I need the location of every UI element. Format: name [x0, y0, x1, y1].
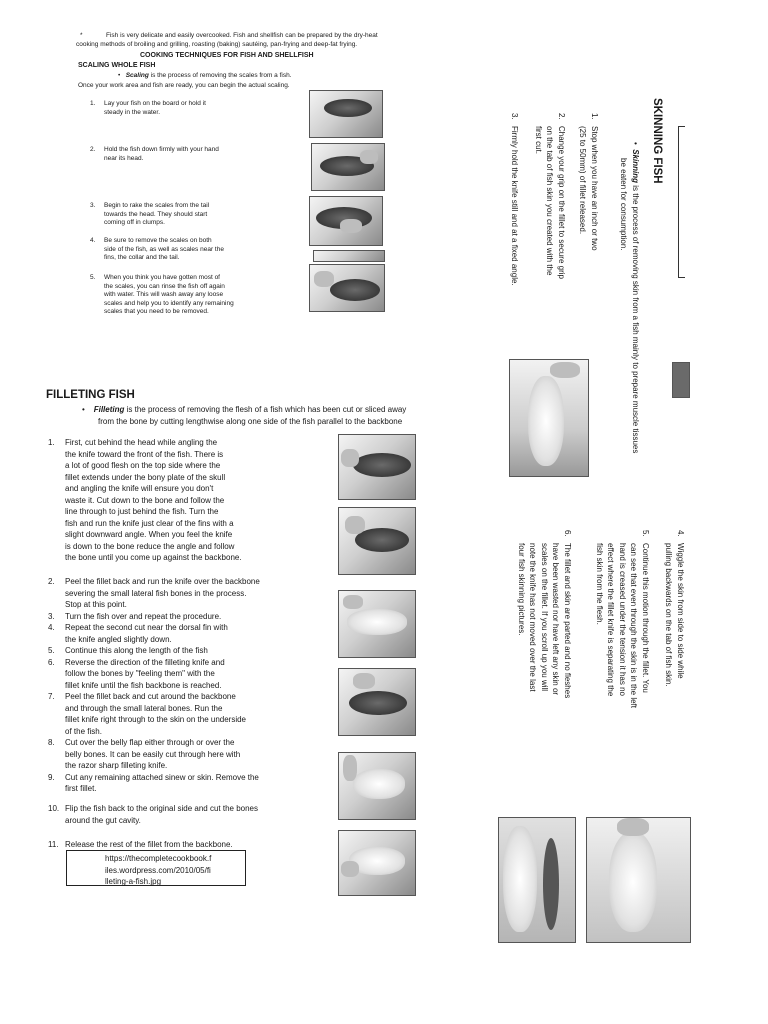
scaling-photo-4: [313, 250, 385, 262]
scaling-photo-3: [309, 196, 383, 246]
skinning-bullet: •: [631, 142, 640, 145]
step-line: Release the rest of the fillet from the backbone.: [65, 840, 233, 849]
skinning-photo-2: [672, 362, 690, 398]
step-number: 9.: [48, 772, 55, 782]
step-line: on the tab of fish skin you created with the: [545, 126, 555, 276]
step-line: pulling backwards on the tab of fish skin.: [664, 543, 674, 687]
scaling-definition: [118, 72, 292, 81]
step-line: and angling the knife will ensure you don't: [65, 484, 214, 493]
source-url-line: https://thecompletecookbook.f: [105, 854, 212, 863]
step-line: the scales, you can rinse the fish off again: [104, 282, 225, 290]
step-line: fins, the collar and the tail.: [104, 254, 180, 261]
filleting-heading: FILLETING FISH: [46, 389, 135, 401]
step-number: 3.: [90, 202, 96, 209]
filleting-definition-line-1: is the process of removing the flesh of a fish which has been cut or sliced away: [124, 405, 407, 414]
step-line: Reverse the direction of the filleting knife and: [65, 657, 225, 667]
step-line: fish and run the knife just clear of the fins with a: [65, 518, 234, 528]
step-line: Cut over the belly flap either through or over the: [65, 738, 235, 747]
step-line: Cut any remaining attached sinew or skin. Remove the: [65, 772, 259, 782]
scaling-step-4: [90, 237, 300, 263]
step-line: hand is creased under the tension it has no: [618, 543, 627, 696]
step-line: Turn the fish over and repeat the procedure.: [65, 611, 222, 621]
step-line: Lay your fish on the board or hold it: [104, 100, 206, 107]
step-line: is down to the bone reduce the angle and follow: [65, 541, 235, 551]
cooking-techniques-heading: COOKING TECHNIQUES FOR FISH AND SHELLFISH: [140, 52, 314, 59]
step-line: slight downward angle. When you feel the knife: [65, 530, 233, 539]
step-line: steady in the water.: [104, 108, 161, 116]
step-number: 10.: [48, 804, 60, 813]
step-number: 4.: [90, 237, 96, 244]
skinning-definition: [618, 142, 641, 453]
step-number: 1.: [590, 113, 599, 120]
step-line: the knife angled slightly down.: [65, 634, 172, 644]
scaling-heading: SCALING WHOLE FISH: [78, 62, 156, 69]
step-line: side of the fish, as well as scales near the: [104, 245, 224, 253]
note-line-2: cooking methods of broiling and grilling, roasting (baking) sautéing, pan-frying and deep-fat frying.: [76, 40, 358, 48]
step-line: fish skin from the flesh.: [595, 543, 604, 625]
step-line: scales on the fillet. If you scroll up you will: [540, 543, 549, 692]
skinning-photo-4: [586, 817, 691, 943]
filleting-step-1: [48, 437, 298, 564]
scaling-step-3: [90, 202, 290, 228]
scaling-step-2: [90, 146, 290, 163]
skinning-step-2: [533, 113, 568, 279]
scaling-photo-1: [309, 90, 383, 138]
filleting-step-5: [48, 645, 308, 657]
filleting-bullet: •: [82, 405, 85, 414]
step-line: the knife toward the front of the fish. There is: [65, 449, 224, 459]
step-line: fillet knife until the fish backbone is reached.: [65, 680, 222, 690]
step-line: Repeat the second cut near the dorsal fin with: [65, 623, 228, 632]
step-line: have been wasted nor have left any skin or: [551, 543, 561, 696]
filleting-photo-2: [338, 507, 416, 575]
step-line: Wiggle the skin from side to side while: [676, 543, 685, 679]
step-number: 3.: [48, 611, 55, 621]
filleting-steps-2-9: [48, 576, 308, 795]
step-line: and through the small lateral bones. Run the: [65, 703, 223, 713]
filleting-definition-line-2: from the bone by cutting lengthwise along one side of the fish parallel to the backbone: [98, 416, 403, 426]
step-number: 3.: [510, 113, 519, 120]
filleting-term: Filleting: [93, 405, 125, 414]
step-line: Continue this motion through the fillet. You: [641, 543, 650, 693]
step-line: Peel the fillet back and run the knife over the backbone: [65, 577, 260, 586]
skinning-bracket: [678, 126, 685, 278]
step-line: Hold the fish down firmly with your hand: [104, 146, 219, 153]
skinning-step-4: [663, 530, 686, 687]
skinning-photo-1: [509, 359, 589, 477]
step-number: 11.: [48, 840, 59, 849]
step-line: follow the bones by "feeling them" with the: [65, 669, 215, 678]
scaling-definition-text: is the process of removing the scales from a fish.: [148, 72, 292, 79]
step-line: note the knife has not moved over the last: [528, 543, 538, 692]
scaling-photo-5: [309, 264, 385, 312]
skinning-photo-3: [498, 817, 576, 943]
step-line: waste it. Cut down to the bone and follow the: [65, 495, 225, 505]
step-line: Be sure to remove the scales on both: [104, 237, 212, 244]
step-line: fillet extends under the bony plate of the skull: [65, 472, 226, 482]
step-line: coming off in clumps.: [104, 219, 165, 226]
note-line-1: Fish is very delicate and easily overcooked. Fish and shellfish can be prepared by the dry-heat: [106, 32, 378, 39]
skinning-definition-line-1: is the process of removing skin from a fish mainly to prepare muscle tissues: [631, 183, 640, 454]
step-line: the razor sharp filleting knife.: [65, 761, 168, 770]
filleting-photo-1: [338, 434, 416, 500]
scaling-photo-2: [311, 143, 385, 191]
filleting-step-4: [48, 622, 308, 645]
step-line: Firmly hold the knife still and at a fixed angle.: [510, 126, 519, 286]
step-line: a lot of good flesh on the top side where the: [65, 461, 221, 470]
step-line: line through to just behind the fish. Turn the: [65, 507, 219, 516]
skinning-step-5: [594, 530, 652, 708]
skinning-step-6: [516, 530, 574, 698]
filleting-photo-5: [338, 752, 416, 820]
step-number: 4.: [676, 530, 685, 537]
step-number: 7.: [48, 692, 55, 701]
step-line: near its head.: [104, 154, 144, 162]
filleting-step-6: [48, 657, 308, 692]
step-line: the bone until you come up against the backbone.: [65, 553, 242, 562]
step-line: of the fish.: [65, 726, 102, 736]
note-bullet: *: [80, 32, 83, 39]
filleting-step-9: [48, 772, 308, 795]
source-url-line: iles.wordpress.com/2010/05/fi: [105, 865, 211, 875]
step-number: 2.: [48, 577, 55, 586]
step-line: with water. This will wash away any loose: [104, 291, 224, 298]
step-line: First, cut behind the head while angling the: [65, 438, 218, 447]
step-line: first fillet.: [65, 784, 97, 793]
filleting-definition: [82, 404, 462, 427]
filleting-photo-4: [338, 668, 416, 736]
step-number: 1.: [48, 438, 55, 447]
step-line: Peel the fillet back and cut around the backbone: [65, 692, 236, 701]
step-number: 5.: [641, 530, 650, 537]
source-url-line: lleting-a-fish.jpg: [105, 877, 162, 886]
step-line: fillet knife right through to the skin on the underside: [65, 715, 246, 724]
step-line: belly bones. It can be easily cut through here with: [65, 749, 241, 759]
top-note: [76, 32, 480, 49]
step-number: 8.: [48, 738, 55, 747]
step-number: 6.: [563, 530, 572, 537]
skinning-step-3: [509, 113, 521, 286]
scaling-step-5: [90, 274, 300, 317]
step-line: first cut.: [534, 126, 543, 155]
step-line: scales and help you to identify any remaining: [104, 299, 234, 307]
step-number: 6.: [48, 657, 55, 667]
filleting-step-8: [48, 737, 308, 772]
step-line: Stop at this point.: [65, 600, 127, 609]
step-line: The fillet and skin are parted and no fleshes: [563, 543, 572, 699]
source-url-box: [66, 850, 246, 886]
skinning-heading: SKINNING FISH: [651, 98, 663, 184]
step-line: Stop when you have an inch or two: [590, 126, 599, 251]
step-number: 1.: [90, 100, 96, 107]
step-number: 2.: [557, 113, 566, 120]
skinning-step-1: [577, 113, 600, 251]
scaling-bullet: •: [118, 72, 121, 79]
filleting-step-10: [48, 803, 308, 826]
step-line: effect where the fillet knife is separating the: [606, 543, 616, 697]
step-line: four fish skinning pictures.: [517, 543, 526, 636]
step-line: (25 to 50mm) of fillet released.: [578, 126, 588, 235]
step-line: Change your grip on the fillet to secure grip: [557, 126, 566, 279]
step-line: Continue this along the length of the fish: [65, 646, 208, 655]
step-line: scales that you need to be removed.: [104, 308, 209, 315]
filleting-step-7: [48, 691, 308, 737]
step-line: Begin to rake the scales from the tail: [104, 202, 210, 209]
scaling-step-1: [90, 100, 290, 117]
filleting-photo-6: [338, 830, 416, 896]
skinning-definition-line-2: be eaten for consumption.: [619, 158, 629, 251]
step-number: 4.: [48, 623, 55, 632]
step-line: can see that even through the skin is in the left: [629, 543, 639, 708]
scaling-term: Scaling: [125, 72, 149, 79]
step-number: 5.: [90, 274, 96, 281]
step-line: When you think you have gotten most of: [104, 274, 220, 281]
filleting-step-3: [48, 611, 308, 623]
step-number: 2.: [90, 146, 96, 153]
step-line: Flip the fish back to the original side and cut the bones: [65, 804, 259, 813]
scaling-intro: Once your work area and fish are ready, you can begin the actual scaling.: [78, 82, 290, 89]
step-line: severing the small lateral fish bones in the process.: [65, 588, 247, 598]
filleting-step-2: [48, 576, 308, 611]
step-line: around the gut cavity.: [65, 815, 141, 825]
filleting-step-11: [48, 839, 308, 851]
skinning-term: Skinning: [631, 149, 640, 184]
filleting-photo-3: [338, 590, 416, 658]
step-line: towards the head. They should start: [104, 210, 208, 218]
step-number: 5.: [48, 646, 55, 655]
